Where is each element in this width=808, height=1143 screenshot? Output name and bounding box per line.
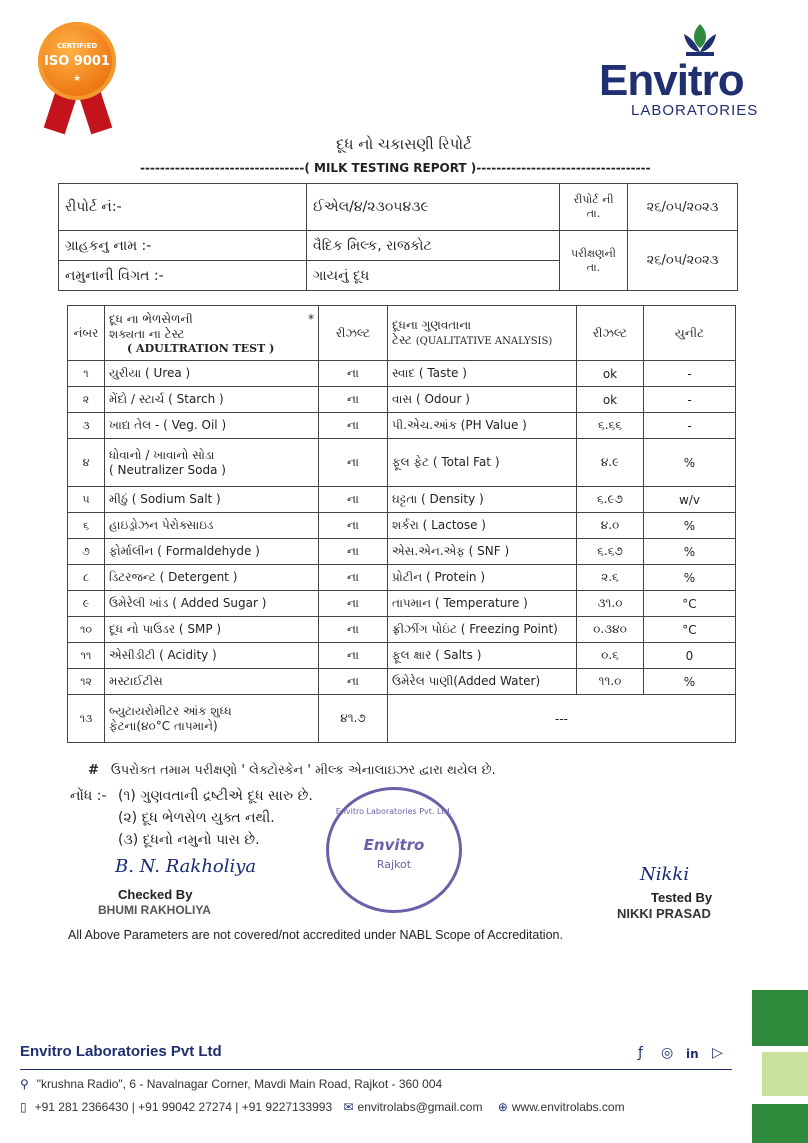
row-test-label: મેંદો / સ્ટાર્ચ ( Starch ) — [109, 392, 224, 406]
footer-contacts — [20, 1100, 625, 1114]
header-star: * — [308, 311, 314, 326]
report-date-label-1: રીપોર્ટ ની — [573, 193, 614, 207]
row-unit: - — [644, 361, 736, 387]
report-title-gujarati: દૂધ નો ચકાસણી રિપોર્ટ — [336, 135, 472, 153]
checked-by-name: BHUMI RAKHOLIYA — [98, 903, 211, 917]
footer-address-text: "krushna Radio", 6 - Navalnagar Corner, Mavdi Main Road, Rajkot - 360 004 — [36, 1077, 443, 1091]
row-qualitative-result: ૨.૬ — [577, 565, 644, 591]
row-result: ૪૧.૭ — [319, 695, 388, 743]
row-result: ના — [319, 513, 388, 539]
report-date-label — [560, 184, 628, 231]
header-result-2: રીઝલ્ટ — [577, 306, 644, 361]
row-number: ૧૧ — [68, 643, 105, 669]
row-test-label: ડિટરજન્ટ ( Detergent ) — [109, 570, 238, 584]
row-unit: % — [644, 439, 736, 487]
checked-signature: B. N. Rakholiya — [115, 856, 257, 877]
table-row — [68, 695, 736, 743]
row-result: ના — [319, 439, 388, 487]
footer-email[interactable]: envitrolabs@gmail.com — [357, 1100, 483, 1114]
row-result: ના — [319, 487, 388, 513]
footer-phones: +91 281 2366430 | +91 99042 27274 | +91 9227133993 — [34, 1100, 333, 1114]
logo-name: Envitro — [599, 56, 744, 105]
row-adulteration-test — [105, 361, 319, 387]
row-result: ના — [319, 643, 388, 669]
note-2: (૨) દૂધ ભેળસેળ યુક્ત નથી. — [118, 810, 275, 826]
row-qualitative-result: ૦.૩૪૦ — [577, 617, 644, 643]
row-qualitative-test: ફ્રીઝીંગ પોઇંટ ( Freezing Point) — [388, 617, 577, 643]
report-no-value: ઈએલ/૪/૨૩૦૫૪૩૯ — [307, 184, 560, 231]
header-qualitative-3: (QUALITATIVE ANALYSIS) — [415, 336, 553, 347]
row-result: ના — [319, 669, 388, 695]
row-qualitative-test: ફૂલ ક્ષાર ( Salts ) — [388, 643, 577, 669]
test-date-value: ૨૬/૦૫/૨૦૨૩ — [628, 231, 738, 291]
row-qualitative-result: ૪.૦ — [577, 513, 644, 539]
linkedin-icon[interactable]: in — [686, 1047, 699, 1061]
row-qualitative-test: તાપમાન ( Temperature ) — [388, 591, 577, 617]
row-adulteration-test — [105, 439, 319, 487]
row-adulteration-test — [105, 643, 319, 669]
row-test-label: યુરીયા ( Urea ) — [109, 366, 191, 380]
row-unit: w/v — [644, 487, 736, 513]
row-result: ના — [319, 413, 388, 439]
row-adulteration-test — [105, 387, 319, 413]
table-row — [68, 643, 736, 669]
row-number: ૧૨ — [68, 669, 105, 695]
row-test-label: મીઠું ( Sodium Salt ) — [109, 492, 221, 506]
row-qualitative-test: વાસ ( Odour ) — [388, 387, 577, 413]
test-date-label — [560, 231, 628, 291]
report-date-value: ૨૬/૦૫/૨૦૨૩ — [628, 184, 738, 231]
row-test-label: ખાદ્ય તેલ - ( Veg. Oil ) — [109, 418, 227, 432]
stamp-bottom: Rajkot — [376, 858, 412, 871]
table-row — [68, 361, 736, 387]
row-qualitative-test: એસ.એન.એફ ( SNF ) — [388, 539, 577, 565]
nabl-disclaimer: All Above Parameters are not covered/not accredited under NABL Scope of Accreditation. — [68, 928, 563, 942]
footer-website[interactable]: www.envitrolabs.com — [511, 1100, 625, 1114]
row-qualitative-result: ૧૧.૦ — [577, 669, 644, 695]
results-table-body — [68, 361, 736, 743]
row-number: ૬ — [68, 513, 105, 539]
sample-value: ગાયનું દૂધ — [307, 261, 560, 291]
row-result: ના — [319, 617, 388, 643]
note-3: (૩) દૂધનો નમુનો પાસ છે. — [118, 832, 260, 848]
logo-subtitle: LABORATORIES — [631, 102, 759, 119]
row-result: ના — [319, 565, 388, 591]
row-test-label: ફોર્માલીન ( Formaldehyde ) — [109, 544, 260, 558]
row-number: ૩ — [68, 413, 105, 439]
results-table-header — [68, 306, 736, 361]
row-result: ના — [319, 591, 388, 617]
row-adulteration-test — [105, 487, 319, 513]
row-result: ના — [319, 539, 388, 565]
row-unit: - — [644, 413, 736, 439]
header-unit: યુનીટ — [644, 306, 736, 361]
header-number: નંબર — [68, 306, 105, 361]
row-qualitative-test: સ્વાદ ( Taste ) — [388, 361, 577, 387]
footer-address — [20, 1077, 442, 1091]
table-row — [68, 513, 736, 539]
report-date-label-2: તા. — [586, 207, 601, 221]
row-qualitative-result: ૬.૯૭ — [577, 487, 644, 513]
table-row — [68, 565, 736, 591]
row-qualitative-result: ૩૧.૦ — [577, 591, 644, 617]
note-hash: # — [88, 763, 99, 778]
table-row — [68, 439, 736, 487]
decor-green-block-1 — [752, 990, 808, 1046]
row-number: ૫ — [68, 487, 105, 513]
iso-badge-top: CERTIFIED — [56, 42, 98, 50]
row-qualitative-result: ok — [577, 361, 644, 387]
row-unit: °C — [644, 617, 736, 643]
header-adulteration-1: દૂધ ના ભેળસેળની — [109, 311, 193, 326]
row-unit: % — [644, 669, 736, 695]
globe-icon: ⊕ — [497, 1100, 508, 1114]
header-adulteration — [105, 306, 319, 361]
table-row — [68, 413, 736, 439]
row-adulteration-test — [105, 513, 319, 539]
header-adulteration-3: ( ADULTRATION TEST ) — [127, 341, 275, 355]
row-adulteration-test — [105, 591, 319, 617]
youtube-icon[interactable]: ▷ — [712, 1045, 723, 1061]
row-adulteration-test — [105, 669, 319, 695]
stamp-top: Envitro Laboratories Pvt. Ltd. — [335, 807, 453, 816]
row-number: ૪ — [68, 439, 105, 487]
row-adulteration-test — [105, 695, 319, 743]
row-unit: - — [644, 387, 736, 413]
row-unit: % — [644, 513, 736, 539]
row-number: ૨ — [68, 387, 105, 413]
instagram-icon[interactable]: ◎ — [661, 1045, 674, 1061]
stamp-center: Envitro — [363, 836, 425, 854]
row-test-label: એસીડીટી ( Acidity ) — [109, 648, 217, 662]
row-unit: °C — [644, 591, 736, 617]
row-unit: 0 — [644, 643, 736, 669]
header-qualitative — [388, 306, 577, 361]
row-qualitative-result: ૬.૬૬ — [577, 413, 644, 439]
row-test-label: હાઇડ્રોઝન પેરોક્સાઇડ — [109, 518, 214, 532]
table-row — [68, 487, 736, 513]
iso-badge — [38, 22, 116, 100]
customer-label: ગ્રાહકનુ નામ :- — [59, 231, 307, 261]
test-date-label-2: તા. — [586, 260, 601, 274]
row-test-label: ઉમેરેલી ખાંડ ( Added Sugar ) — [109, 596, 267, 610]
decor-green-block-3 — [752, 1104, 808, 1143]
customer-value: વૈદિક મિલ્ક, રાજકોટ — [307, 231, 560, 261]
row-qualitative-test: --- — [388, 695, 736, 743]
analyzer-note — [88, 763, 496, 778]
results-table — [67, 305, 736, 743]
report-title-english: ---------------------------------( MILK TESTING REPORT )----------------------------------- — [140, 161, 651, 175]
table-row — [68, 617, 736, 643]
row-qualitative-test: પ્રોટીન ( Protein ) — [388, 565, 577, 591]
row-unit: % — [644, 539, 736, 565]
row-adulteration-test — [105, 413, 319, 439]
note-line-1: ઉપરોક્ત તમામ પરીક્ષણો ' લેક્ટોસ્કેન ' મીલ્ક એનાલાઇઝર દ્વારા થયેલ છે. — [110, 763, 496, 778]
location-pin-icon: ⚲ — [20, 1077, 29, 1091]
decor-green-block-2 — [762, 1052, 808, 1096]
table-row — [68, 669, 736, 695]
test-date-label-1: પરીક્ષણની — [571, 246, 616, 260]
header-adulteration-2: શક્યતા ના ટેસ્ટ — [109, 326, 185, 341]
checked-by-label: Checked By — [118, 887, 193, 902]
header-qualitative-1: દૂધના ગુણવતાના — [392, 318, 472, 332]
row-adulteration-test — [105, 617, 319, 643]
tested-by-label: Tested By — [651, 890, 713, 905]
row-number: ૧૩ — [68, 695, 105, 743]
iso-badge-star: ★ — [72, 74, 82, 84]
note-1: (૧) ગુણવતાની દ્રષ્ટીએ દૂધ સારુ છે. — [118, 788, 313, 804]
row-qualitative-test: શર્કરા ( Lactose ) — [388, 513, 577, 539]
row-test-label: બ્યુટાયરોમીટર આંક શુધ્ધ — [109, 703, 232, 718]
row-test-label-2: ( Neutralizer Soda ) — [109, 463, 226, 477]
row-number: ૯ — [68, 591, 105, 617]
row-qualitative-test: ફૂલ ફેટ ( Total Fat ) — [388, 439, 577, 487]
row-test-label: દૂધ નો પાઉડર ( SMP ) — [109, 622, 222, 636]
header-qualitative-2: ટેસ્ટ — [392, 333, 412, 347]
report-info-table — [58, 183, 738, 291]
row-qualitative-result: ok — [577, 387, 644, 413]
row-qualitative-result: ૦.૬ — [577, 643, 644, 669]
row-qualitative-result: ૪.૯ — [577, 439, 644, 487]
row-number: ૧ — [68, 361, 105, 387]
row-number: ૧૦ — [68, 617, 105, 643]
table-row — [68, 539, 736, 565]
table-row — [68, 591, 736, 617]
table-row — [68, 387, 736, 413]
row-number: ૭ — [68, 539, 105, 565]
row-test-label: ધોવાનો / ખાવાનો સોડા — [109, 448, 215, 462]
phone-icon: ▯ — [20, 1100, 27, 1114]
row-qualitative-result: ૬.૬૭ — [577, 539, 644, 565]
header-result: રીઝલ્ટ — [319, 306, 388, 361]
facebook-icon[interactable]: ƒ — [638, 1045, 643, 1061]
company-stamp — [326, 787, 462, 913]
footer-company-name: Envitro Laboratories Pvt Ltd — [20, 1043, 222, 1060]
email-icon: ✉ — [343, 1100, 354, 1114]
row-result: ના — [319, 361, 388, 387]
tested-signature: Nikki — [640, 864, 690, 885]
report-no-label: રીપોર્ટ નં:- — [59, 184, 307, 231]
note-label: નોંધ :- — [70, 788, 107, 804]
row-result: ના — [319, 387, 388, 413]
footer-divider — [20, 1069, 732, 1070]
row-number: ૮ — [68, 565, 105, 591]
row-adulteration-test — [105, 565, 319, 591]
sample-label: નમુનાની વિગત :- — [59, 261, 307, 291]
row-qualitative-test: પી.એચ.આંક (PH Value ) — [388, 413, 577, 439]
row-unit: % — [644, 565, 736, 591]
row-test-label: મસ્ટાઈટીસ — [109, 674, 163, 688]
row-adulteration-test — [105, 539, 319, 565]
row-qualitative-test: ઘટ્ટતા ( Density ) — [388, 487, 577, 513]
row-test-label-2: ફેટના(૪૦°C તાપમાને) — [109, 718, 218, 733]
tested-by-name: NIKKI PRASAD — [617, 906, 711, 921]
iso-badge-main: ISO 9001 — [44, 54, 110, 69]
row-qualitative-test: ઉમેરેલ પાણી(Added Water) — [388, 669, 577, 695]
